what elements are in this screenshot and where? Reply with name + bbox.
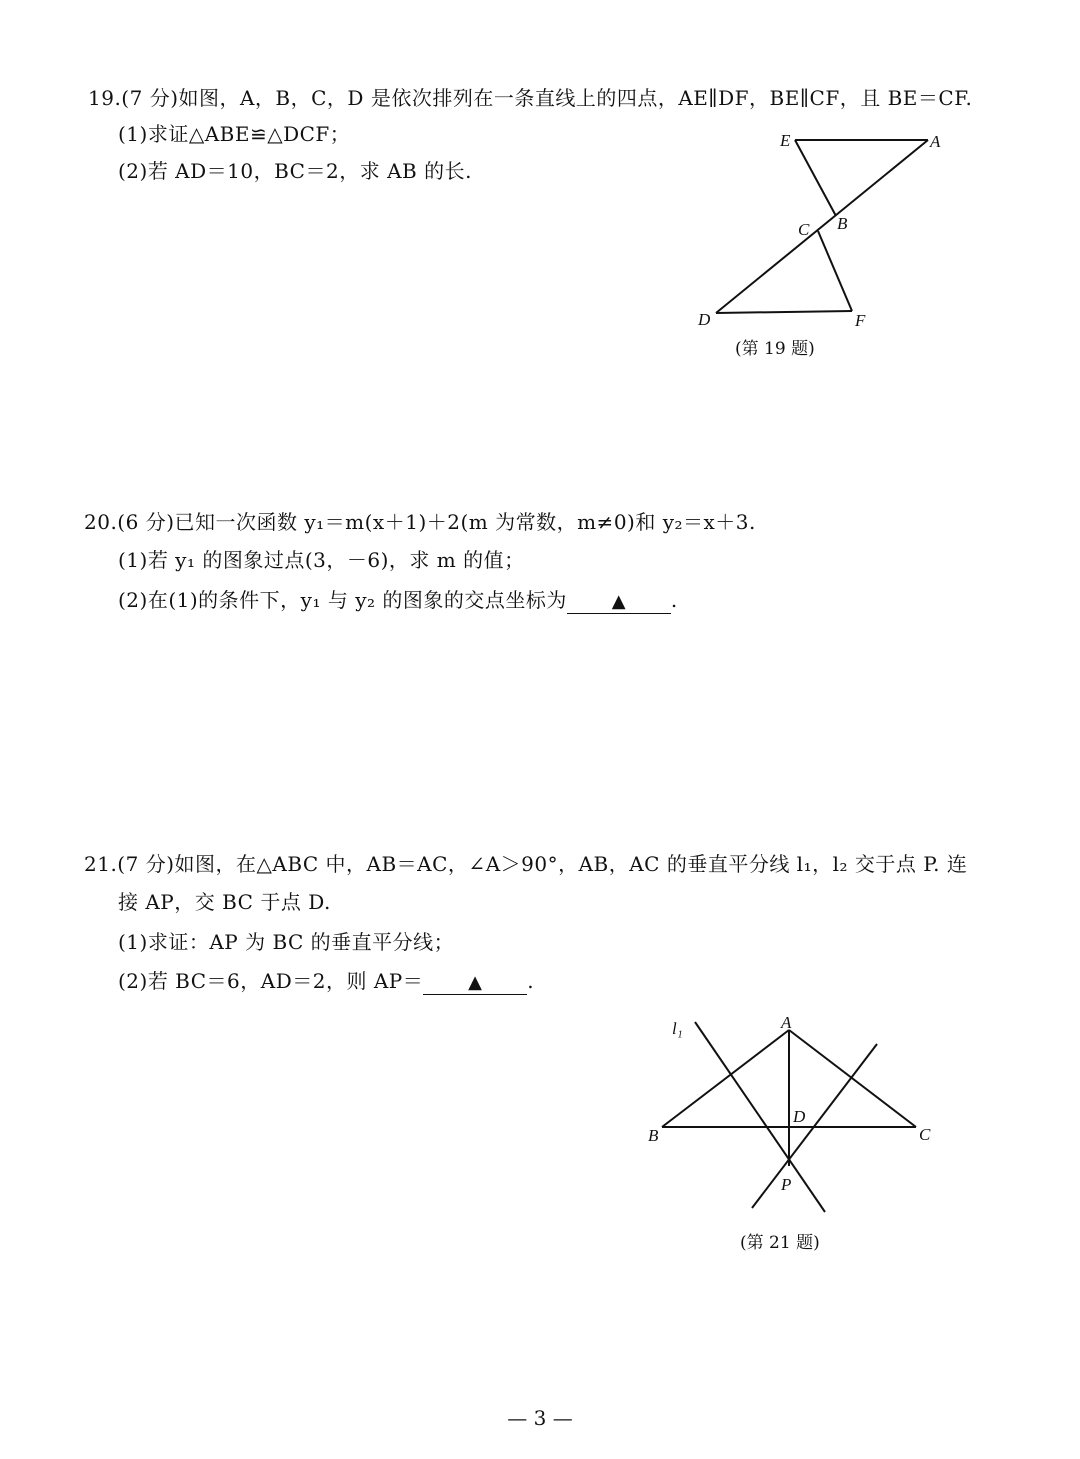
q20-part2: (2)在(1)的条件下，y₁ 与 y₂ 的图象的交点坐标为 bbox=[118, 588, 567, 612]
q19-label-A: A bbox=[930, 132, 941, 151]
q21-line-l1 bbox=[695, 1022, 825, 1212]
q21-segment-AB bbox=[662, 1030, 789, 1127]
q19-figure bbox=[690, 125, 970, 335]
q21-caption: (第 21 题) bbox=[740, 1233, 820, 1253]
page-number: — 3 — bbox=[507, 1406, 573, 1430]
q19-segment-DF bbox=[716, 311, 852, 313]
q19-part2: (2)若 AD＝10，BC＝2，求 AB 的长. bbox=[118, 159, 472, 183]
q21-label-A: A bbox=[781, 1013, 792, 1032]
q21-label-C: C bbox=[919, 1125, 931, 1144]
q19-segment-EB bbox=[795, 140, 836, 216]
q20-part2-row bbox=[118, 586, 678, 614]
q19-segment-AD bbox=[716, 140, 928, 313]
q21-label-P: P bbox=[781, 1175, 792, 1194]
q21-answer-blank[interactable]: ▲ bbox=[423, 972, 527, 995]
q21-part2-row bbox=[118, 967, 534, 995]
q20-part1: (1)若 y₁ 的图象过点(3，－6)，求 m 的值； bbox=[118, 548, 525, 572]
q20-stem: 20.(6 分)已知一次函数 y₁＝m(x＋1)＋2(m 为常数，m≠0)和 y₂＝x＋3. bbox=[84, 510, 756, 534]
q21-stem-line2: 接 AP，交 BC 于点 D. bbox=[118, 890, 331, 914]
q21-label-l1: l₁ bbox=[672, 1019, 683, 1038]
q19-label-C: C bbox=[798, 220, 810, 239]
q21-part1: (1)求证：AP 为 BC 的垂直平分线； bbox=[118, 930, 455, 954]
q21-label-B: B bbox=[648, 1126, 659, 1145]
q21-part2: (2)若 BC＝6，AD＝2，则 AP＝ bbox=[118, 969, 424, 993]
q21-segment-AC bbox=[789, 1030, 916, 1127]
q19-label-E: E bbox=[780, 131, 791, 150]
q21-end-period: . bbox=[527, 969, 535, 993]
q21-label-D: D bbox=[793, 1107, 806, 1126]
q21-stem-line1: 21.(7 分)如图，在△ABC 中，AB＝AC，∠A＞90°，AB，AC 的垂直平分线 l₁，l₂ 交于点 P. 连 bbox=[84, 852, 968, 876]
q20-answer-blank[interactable]: ▲ bbox=[567, 591, 671, 614]
q19-label-D: D bbox=[698, 310, 711, 329]
q20-end-period: . bbox=[670, 588, 678, 612]
q19-label-B: B bbox=[837, 214, 848, 233]
q19-caption: (第 19 题) bbox=[735, 339, 815, 359]
q19-label-F: F bbox=[855, 311, 866, 330]
q19-part1: (1)求证△ABE≌△DCF； bbox=[118, 122, 351, 146]
q19-stem: 19.(7 分)如图，A，B，C，D 是依次排列在一条直线上的四点，AE∥DF，BE∥CF，且 BE＝CF. bbox=[88, 86, 973, 110]
q21-figure bbox=[640, 1010, 940, 1220]
q19-segment-CF bbox=[818, 231, 852, 311]
